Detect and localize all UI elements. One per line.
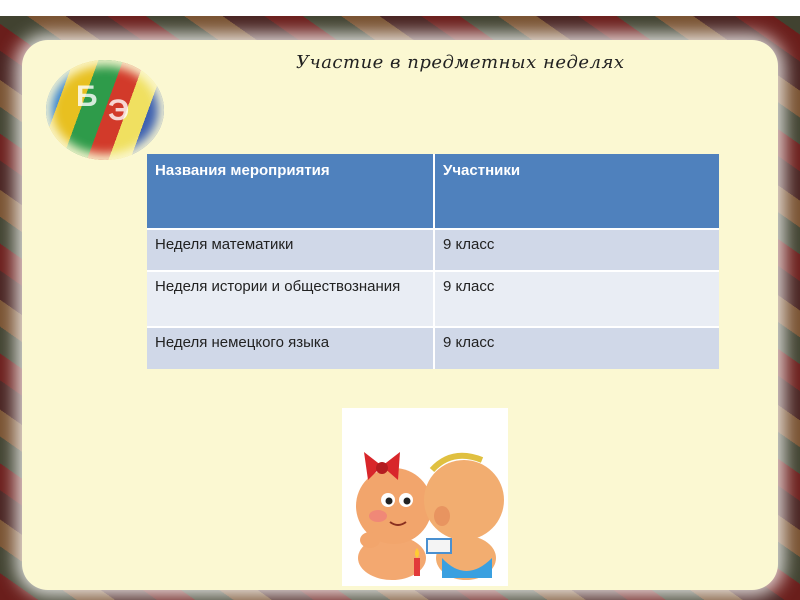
- table-header-row: [147, 154, 719, 229]
- participants-cell: 9 класс: [434, 229, 719, 271]
- participants-cell: 9 класс: [434, 327, 719, 369]
- table-row: [147, 327, 719, 369]
- table-row: [147, 229, 719, 271]
- table-row: [147, 271, 719, 327]
- header-participants: Участники: [434, 154, 719, 229]
- participants-cell: 9 класс: [434, 271, 719, 327]
- event-name-cell: Неделя истории и обществознания: [147, 271, 434, 327]
- header-event-name: Названия мероприятия: [147, 154, 434, 229]
- kids-illustration: [342, 408, 508, 586]
- event-name-cell: Неделя математики: [147, 229, 434, 271]
- event-name-cell: Неделя немецкого языка: [147, 327, 434, 369]
- kids-cartoon-icon: [342, 408, 508, 586]
- books-image: Б Э: [46, 60, 164, 160]
- events-table: [147, 154, 719, 369]
- slide-title: Участие в предметных неделях: [296, 52, 625, 73]
